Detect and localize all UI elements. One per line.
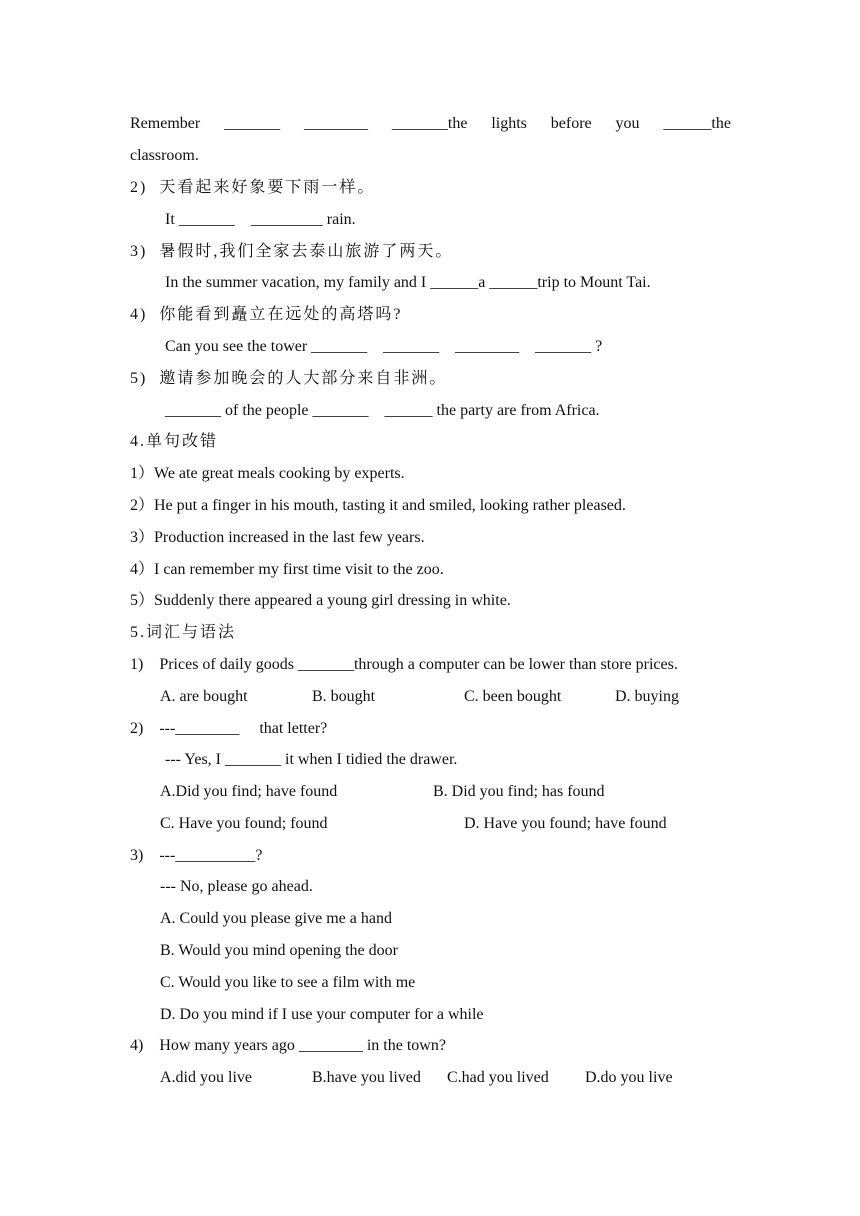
question-4-chinese: 4) 你能看到矗立在远处的高塔吗?	[130, 306, 403, 323]
question-3-english: In the summer vacation, my family and I ______a ______trip to Mount Tai.	[165, 274, 651, 291]
option-a: A.Did you find; have found	[160, 783, 338, 800]
option-d: D. buying	[615, 688, 679, 705]
question-2-chinese: 2) 天看起来好象要下雨一样。	[130, 179, 376, 196]
question-4-english: Can you see the tower _______ _______ ________ _______ ?	[165, 338, 603, 355]
option-c: C. Would you like to see a film with me	[160, 974, 416, 991]
question-5-english: _______ of the people _______ ______ the party are from Africa.	[165, 402, 600, 419]
option-a: A. are bought	[160, 688, 248, 705]
option-c: C.had you lived	[447, 1069, 549, 1086]
word: you	[615, 115, 640, 132]
option-b: B. bought	[312, 688, 376, 705]
error-item: 2）He put a finger in his mouth, tasting it and smiled, looking rather pleased.	[130, 497, 626, 514]
section-5-title: 5.词汇与语法	[130, 624, 237, 641]
mc-question-2: 2) ---________ that letter?	[130, 720, 328, 737]
blank: _______	[224, 115, 281, 132]
error-item: 1）We ate great meals cooking by experts.	[130, 465, 405, 482]
option-b: B. Would you mind opening the door	[160, 942, 398, 959]
option-d: D. Have you found; have found	[464, 815, 667, 832]
mc-question-3: 3) ---__________?	[130, 847, 263, 864]
option-a: A.did you live	[160, 1069, 252, 1086]
option-d: D. Do you mind if I use your computer for a while	[160, 1006, 484, 1023]
mc-question-4: 4) How many years ago ________ in the town?	[130, 1037, 446, 1054]
option-c: C. been bought	[464, 688, 562, 705]
error-item: 3）Production increased in the last few years.	[130, 529, 425, 546]
section-4-title: 4.单句改错	[130, 433, 219, 450]
question-3-chinese: 3) 暑假时,我们全家去泰山旅游了两天。	[130, 243, 454, 260]
word: lights	[491, 115, 527, 132]
question-5-chinese: 5) 邀请参加晚会的人大部分来自非洲。	[130, 370, 448, 387]
mc-question-2-reply: --- Yes, I _______ it when I tidied the drawer.	[165, 751, 458, 768]
word: before	[550, 115, 592, 132]
word: Remember	[130, 115, 201, 132]
option-c: C. Have you found; found	[160, 815, 328, 832]
mc-question-1: 1) Prices of daily goods _______through a computer can be lower than store prices.	[130, 656, 678, 673]
option-b: B. Did you find; has found	[433, 783, 605, 800]
blank: ________	[303, 115, 368, 132]
option-d: D.do you live	[585, 1069, 673, 1086]
error-item: 4）I can remember my first time visit to the zoo.	[130, 561, 444, 578]
word: ______the	[663, 115, 731, 132]
exercise-line-1	[130, 114, 731, 134]
option-a: A. Could you please give me a hand	[160, 910, 392, 927]
question-2-english: It _______ _________ rain.	[165, 211, 356, 228]
mc-question-3-reply: --- No, please go ahead.	[160, 878, 313, 895]
option-b: B.have you lived	[312, 1069, 421, 1086]
exercise-line-2: classroom.	[130, 147, 199, 164]
error-item: 5）Suddenly there appeared a young girl dressing in white.	[130, 592, 511, 609]
word: _______the	[391, 115, 468, 132]
